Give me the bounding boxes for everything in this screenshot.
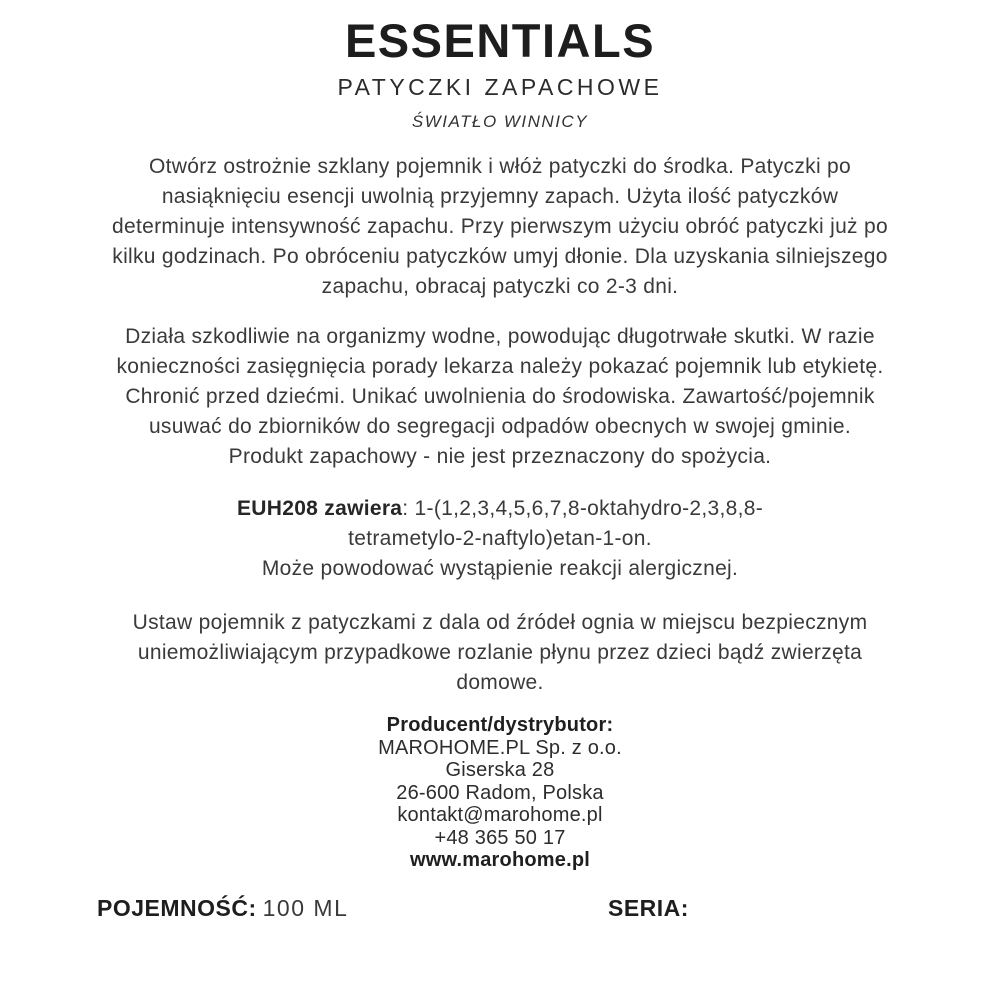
euh-line: Może powodować wystąpienie reakcji alergicznej.	[261, 557, 739, 581]
brand-title: ESSENTIALS	[344, 14, 656, 67]
euh-line	[0, 494, 1000, 524]
producer-street: Giserska 28	[445, 759, 555, 782]
producer-heading: Producent/dystrybutor:	[386, 714, 614, 737]
product-type-subtitle: PATYCZKI ZAPACHOWE	[337, 74, 663, 101]
safety-line: uniemożliwiającym przypadkowe rozlanie płynu przez dzieci bądź zwierzęta	[137, 641, 863, 665]
producer-block	[0, 714, 1000, 872]
producer-email: kontakt@marohome.pl	[397, 804, 603, 827]
capacity-field	[97, 895, 348, 922]
footer-row	[0, 895, 1000, 929]
hazard-line: Działa szkodliwie na organizmy wodne, powodując długotrwałe skutki. W razie	[125, 325, 875, 349]
safety-paragraph	[0, 608, 1000, 698]
hazard-paragraph	[0, 322, 1000, 472]
capacity-value: 100 ML	[262, 895, 349, 921]
producer-phone: +48 365 50 17	[434, 826, 566, 849]
instructions-line: Otwórz ostrożnie szklany pojemnik i włóż patyczki do środka. Patyczki po	[148, 155, 852, 179]
instructions-line: kilku godzinach. Po obróceniu patyczków umyj dłonie. Dla uzyskania silniejszego	[112, 245, 888, 269]
instructions-line: zapachu, obracaj patyczki co 2-3 dni.	[321, 275, 679, 299]
instructions-paragraph	[0, 152, 1000, 302]
hazard-line: Produkt zapachowy - nie jest przeznaczony do spożycia.	[228, 445, 772, 469]
capacity-label: POJEMNOŚĆ:	[97, 895, 257, 921]
series-field	[608, 895, 689, 922]
euh-paragraph	[0, 494, 1000, 584]
instructions-line: nasiąknięciu esencji uwolnią przyjemny zapach. Użyta ilość patyczków	[161, 185, 839, 209]
euh-lead: EUH208 zawiera	[236, 497, 403, 521]
euh-line: tetrametylo-2-naftylo)etan-1-on.	[348, 527, 652, 551]
safety-line: Ustaw pojemnik z patyczkami z dala od źródeł ognia w miejscu bezpiecznym	[132, 611, 868, 635]
hazard-line: usuwać do zbiorników do segregacji odpadów obecnych w swojej gminie.	[148, 415, 852, 439]
hazard-line: Chronić przed dziećmi. Unikać uwolnienia do środowiska. Zawartość/pojemnik	[125, 385, 875, 409]
instructions-line: determinuje intensywność zapachu. Przy pierwszym użyciu obróć patyczki już po	[112, 215, 888, 239]
hazard-line: konieczności zasięgnięcia porady lekarza należy pokazać pojemnik lub etykietę.	[116, 355, 884, 379]
producer-city: 26-600 Radom, Polska	[396, 781, 604, 804]
producer-website: www.marohome.pl	[409, 849, 591, 872]
series-label: SERIA:	[608, 895, 689, 921]
producer-company: MAROHOME.PL Sp. z o.o.	[378, 736, 622, 759]
scent-name: ŚWIATŁO WINNICY	[411, 112, 589, 132]
safety-line: domowe.	[456, 671, 544, 695]
label-header	[0, 0, 1000, 132]
euh-line1-rest: : 1-(1,2,3,4,5,6,7,8-oktahydro-2,3,8,8-	[402, 497, 764, 521]
